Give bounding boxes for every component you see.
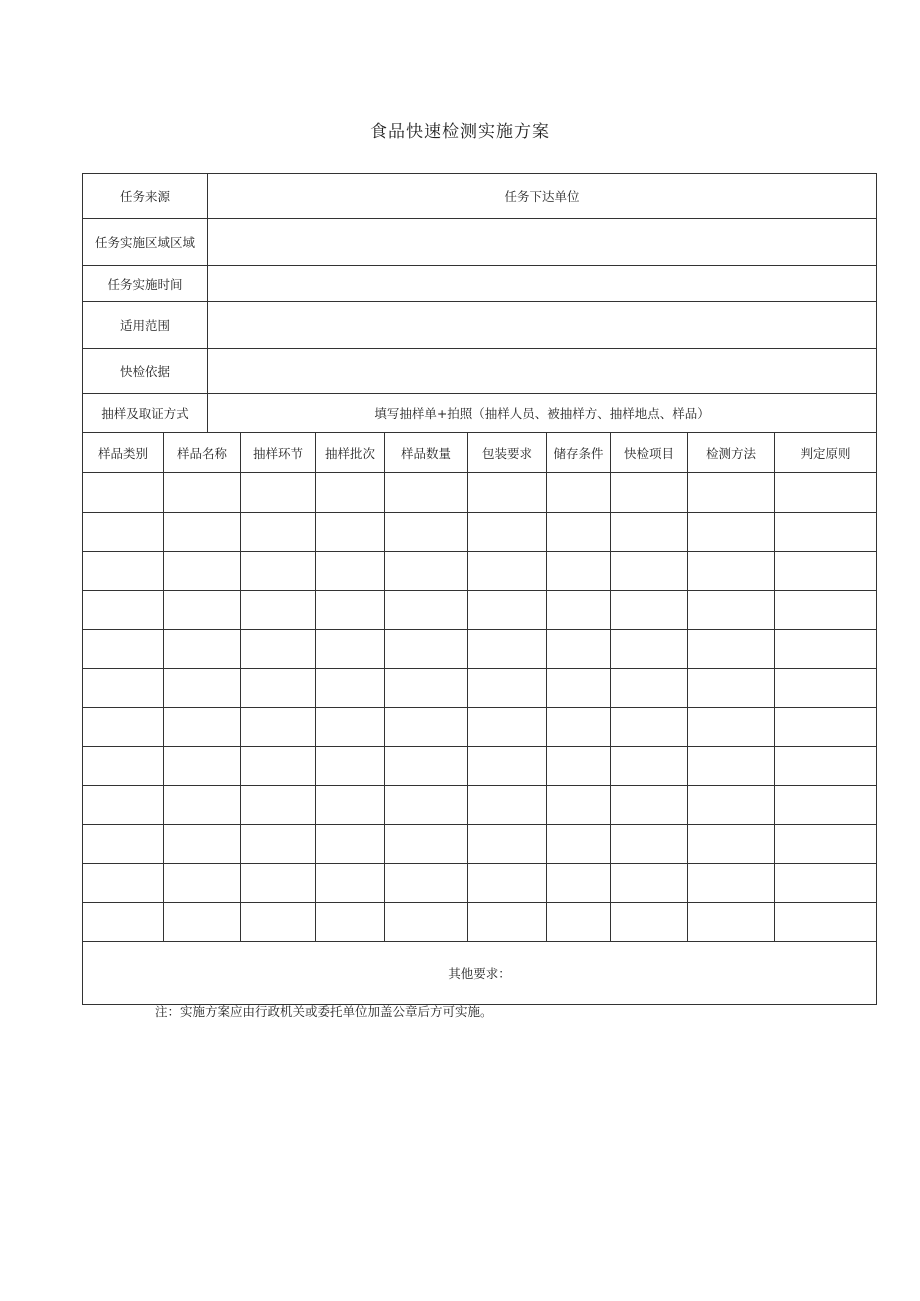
table-cell[interactable] (316, 473, 385, 513)
table-cell[interactable] (688, 473, 775, 513)
column-header: 样品名称 (164, 433, 241, 473)
info-value-field[interactable] (208, 349, 877, 394)
column-header: 抽样批次 (316, 433, 385, 473)
column-header: 储存条件 (547, 433, 611, 473)
table-cell[interactable] (468, 669, 547, 708)
table-cell[interactable] (385, 513, 468, 552)
table-cell[interactable] (611, 630, 688, 669)
table-cell[interactable] (164, 552, 241, 591)
table-cell[interactable] (611, 669, 688, 708)
table-cell[interactable] (241, 591, 316, 630)
table-cell[interactable] (385, 708, 468, 747)
info-value-field[interactable] (208, 266, 877, 302)
table-cell[interactable] (468, 708, 547, 747)
table-cell[interactable] (688, 786, 775, 825)
table-cell[interactable] (316, 669, 385, 708)
table-cell[interactable] (688, 552, 775, 591)
table-cell[interactable] (241, 552, 316, 591)
table-cell[interactable] (688, 591, 775, 630)
info-value-field[interactable] (208, 302, 877, 349)
table-cell[interactable] (775, 747, 877, 786)
table-cell[interactable] (775, 552, 877, 591)
table-cell[interactable] (316, 903, 385, 942)
table-cell[interactable] (241, 708, 316, 747)
table-cell[interactable] (164, 903, 241, 942)
table-cell[interactable] (316, 552, 385, 591)
table-cell[interactable] (611, 747, 688, 786)
column-header: 判定原则 (775, 433, 877, 473)
table-cell[interactable] (164, 825, 241, 864)
table-cell[interactable] (385, 747, 468, 786)
table-cell[interactable] (316, 786, 385, 825)
table-cell[interactable] (241, 864, 316, 903)
column-header: 样品类别 (83, 433, 164, 473)
table-cell[interactable] (775, 903, 877, 942)
table-cell[interactable] (688, 747, 775, 786)
table-cell[interactable] (775, 786, 877, 825)
table-cell[interactable] (547, 786, 611, 825)
table-cell[interactable] (316, 513, 385, 552)
table-cell[interactable] (385, 552, 468, 591)
table-cell[interactable] (385, 669, 468, 708)
table-cell[interactable] (241, 903, 316, 942)
table-cell[interactable] (547, 473, 611, 513)
table-cell[interactable] (547, 669, 611, 708)
table-cell[interactable] (241, 630, 316, 669)
table-cell[interactable] (83, 903, 164, 942)
table-cell[interactable] (385, 630, 468, 669)
column-header: 包装要求 (468, 433, 547, 473)
table-cell[interactable] (385, 864, 468, 903)
table-cell[interactable] (83, 630, 164, 669)
table-cell[interactable] (385, 473, 468, 513)
table-cell[interactable] (611, 591, 688, 630)
table-cell[interactable] (164, 669, 241, 708)
table-cell[interactable] (385, 786, 468, 825)
column-header: 检测方法 (688, 433, 775, 473)
page-title: 食品快速检测实施方案 (370, 122, 550, 142)
column-header-row (83, 433, 877, 473)
info-label: 适用范围 (83, 302, 208, 349)
table-cell[interactable] (83, 552, 164, 591)
table-cell[interactable] (547, 513, 611, 552)
table-cell[interactable] (775, 708, 877, 747)
table-cell[interactable] (775, 513, 877, 552)
table-cell[interactable] (611, 473, 688, 513)
other-requirements-cell[interactable] (83, 942, 877, 1005)
table-cell[interactable] (241, 669, 316, 708)
info-row (83, 219, 877, 266)
column-header: 快检项目 (611, 433, 688, 473)
info-label: 快检依据 (83, 349, 208, 394)
table-cell[interactable] (468, 747, 547, 786)
table-cell[interactable] (688, 669, 775, 708)
table-cell[interactable] (547, 903, 611, 942)
table-cell[interactable] (775, 591, 877, 630)
info-label: 抽样及取证方式 (83, 394, 208, 433)
table-cell[interactable] (611, 513, 688, 552)
table-cell[interactable] (83, 786, 164, 825)
table-cell[interactable] (83, 591, 164, 630)
table-cell[interactable] (611, 903, 688, 942)
table-cell[interactable] (547, 630, 611, 669)
info-row (83, 349, 877, 394)
table-cell[interactable] (385, 591, 468, 630)
table-cell[interactable] (241, 747, 316, 786)
column-header: 抽样环节 (241, 433, 316, 473)
table-cell[interactable] (316, 825, 385, 864)
table-cell[interactable] (688, 864, 775, 903)
table-cell[interactable] (611, 864, 688, 903)
table-cell[interactable] (241, 825, 316, 864)
table-cell[interactable] (83, 747, 164, 786)
footnote: 注：实施方案应由行政机关或委托单位加盖公章后方可实施。 (155, 1004, 493, 1019)
table-cell[interactable] (468, 513, 547, 552)
info-row (83, 394, 877, 433)
table-cell[interactable] (241, 473, 316, 513)
table-cell[interactable] (316, 708, 385, 747)
table-row (83, 630, 877, 669)
info-label: 任务来源 (83, 174, 208, 219)
table-cell[interactable] (83, 669, 164, 708)
table-cell[interactable] (468, 825, 547, 864)
table-cell[interactable] (611, 552, 688, 591)
info-label: 任务实施区域区域 (83, 219, 208, 266)
table-row (83, 669, 877, 708)
table-cell[interactable] (775, 630, 877, 669)
table-cell[interactable] (83, 864, 164, 903)
table-cell[interactable] (241, 513, 316, 552)
table-cell[interactable] (547, 747, 611, 786)
info-row (83, 302, 877, 349)
table-cell[interactable] (241, 786, 316, 825)
column-header: 样品数量 (385, 433, 468, 473)
table-cell[interactable] (164, 630, 241, 669)
table-row (83, 513, 877, 552)
table-cell[interactable] (316, 747, 385, 786)
table-cell[interactable] (83, 825, 164, 864)
table-cell[interactable] (316, 630, 385, 669)
table-cell[interactable] (468, 591, 547, 630)
info-value-field[interactable]: 任务下达单位 (208, 174, 877, 219)
table-cell[interactable] (468, 473, 547, 513)
info-row (83, 266, 877, 302)
info-row (83, 174, 877, 219)
table-row (83, 747, 877, 786)
table-cell[interactable] (688, 903, 775, 942)
table-cell[interactable] (611, 825, 688, 864)
table-row (83, 591, 877, 630)
table-cell[interactable] (83, 473, 164, 513)
other-requirements-label: 其他要求： (448, 966, 511, 981)
table-row (83, 552, 877, 591)
table-cell[interactable] (164, 473, 241, 513)
table-cell[interactable] (164, 864, 241, 903)
table-cell[interactable] (547, 864, 611, 903)
table-row (83, 825, 877, 864)
table-cell[interactable] (316, 591, 385, 630)
table-cell[interactable] (611, 786, 688, 825)
table-cell[interactable] (385, 825, 468, 864)
table-cell[interactable] (83, 708, 164, 747)
table-cell[interactable] (688, 630, 775, 669)
table-cell[interactable] (547, 825, 611, 864)
table-cell[interactable] (547, 708, 611, 747)
table-cell[interactable] (688, 708, 775, 747)
table-cell[interactable] (468, 552, 547, 591)
table-cell[interactable] (468, 903, 547, 942)
table-row (83, 786, 877, 825)
table-cell[interactable] (385, 903, 468, 942)
table-cell[interactable] (611, 708, 688, 747)
info-value-field[interactable] (208, 219, 877, 266)
info-label: 任务实施时间 (83, 266, 208, 302)
table-cell[interactable] (164, 747, 241, 786)
table-cell[interactable] (775, 864, 877, 903)
table-cell[interactable] (83, 513, 164, 552)
table-cell[interactable] (547, 591, 611, 630)
table-cell[interactable] (164, 513, 241, 552)
table-row (83, 473, 877, 513)
table-cell[interactable] (547, 552, 611, 591)
table-cell[interactable] (316, 864, 385, 903)
table-row (83, 708, 877, 747)
table-cell[interactable] (688, 513, 775, 552)
table-row (83, 903, 877, 942)
table-row (83, 864, 877, 903)
plan-form-table (82, 173, 877, 1005)
table-cell[interactable] (164, 786, 241, 825)
info-value-field[interactable]: 填写抽样单+拍照（抽样人员、被抽样方、抽样地点、样品） (208, 394, 877, 433)
table-cell[interactable] (164, 591, 241, 630)
table-cell[interactable] (468, 786, 547, 825)
table-cell[interactable] (688, 825, 775, 864)
table-cell[interactable] (775, 825, 877, 864)
table-cell[interactable] (164, 708, 241, 747)
table-cell[interactable] (775, 473, 877, 513)
table-cell[interactable] (468, 630, 547, 669)
table-cell[interactable] (775, 669, 877, 708)
table-cell[interactable] (468, 864, 547, 903)
